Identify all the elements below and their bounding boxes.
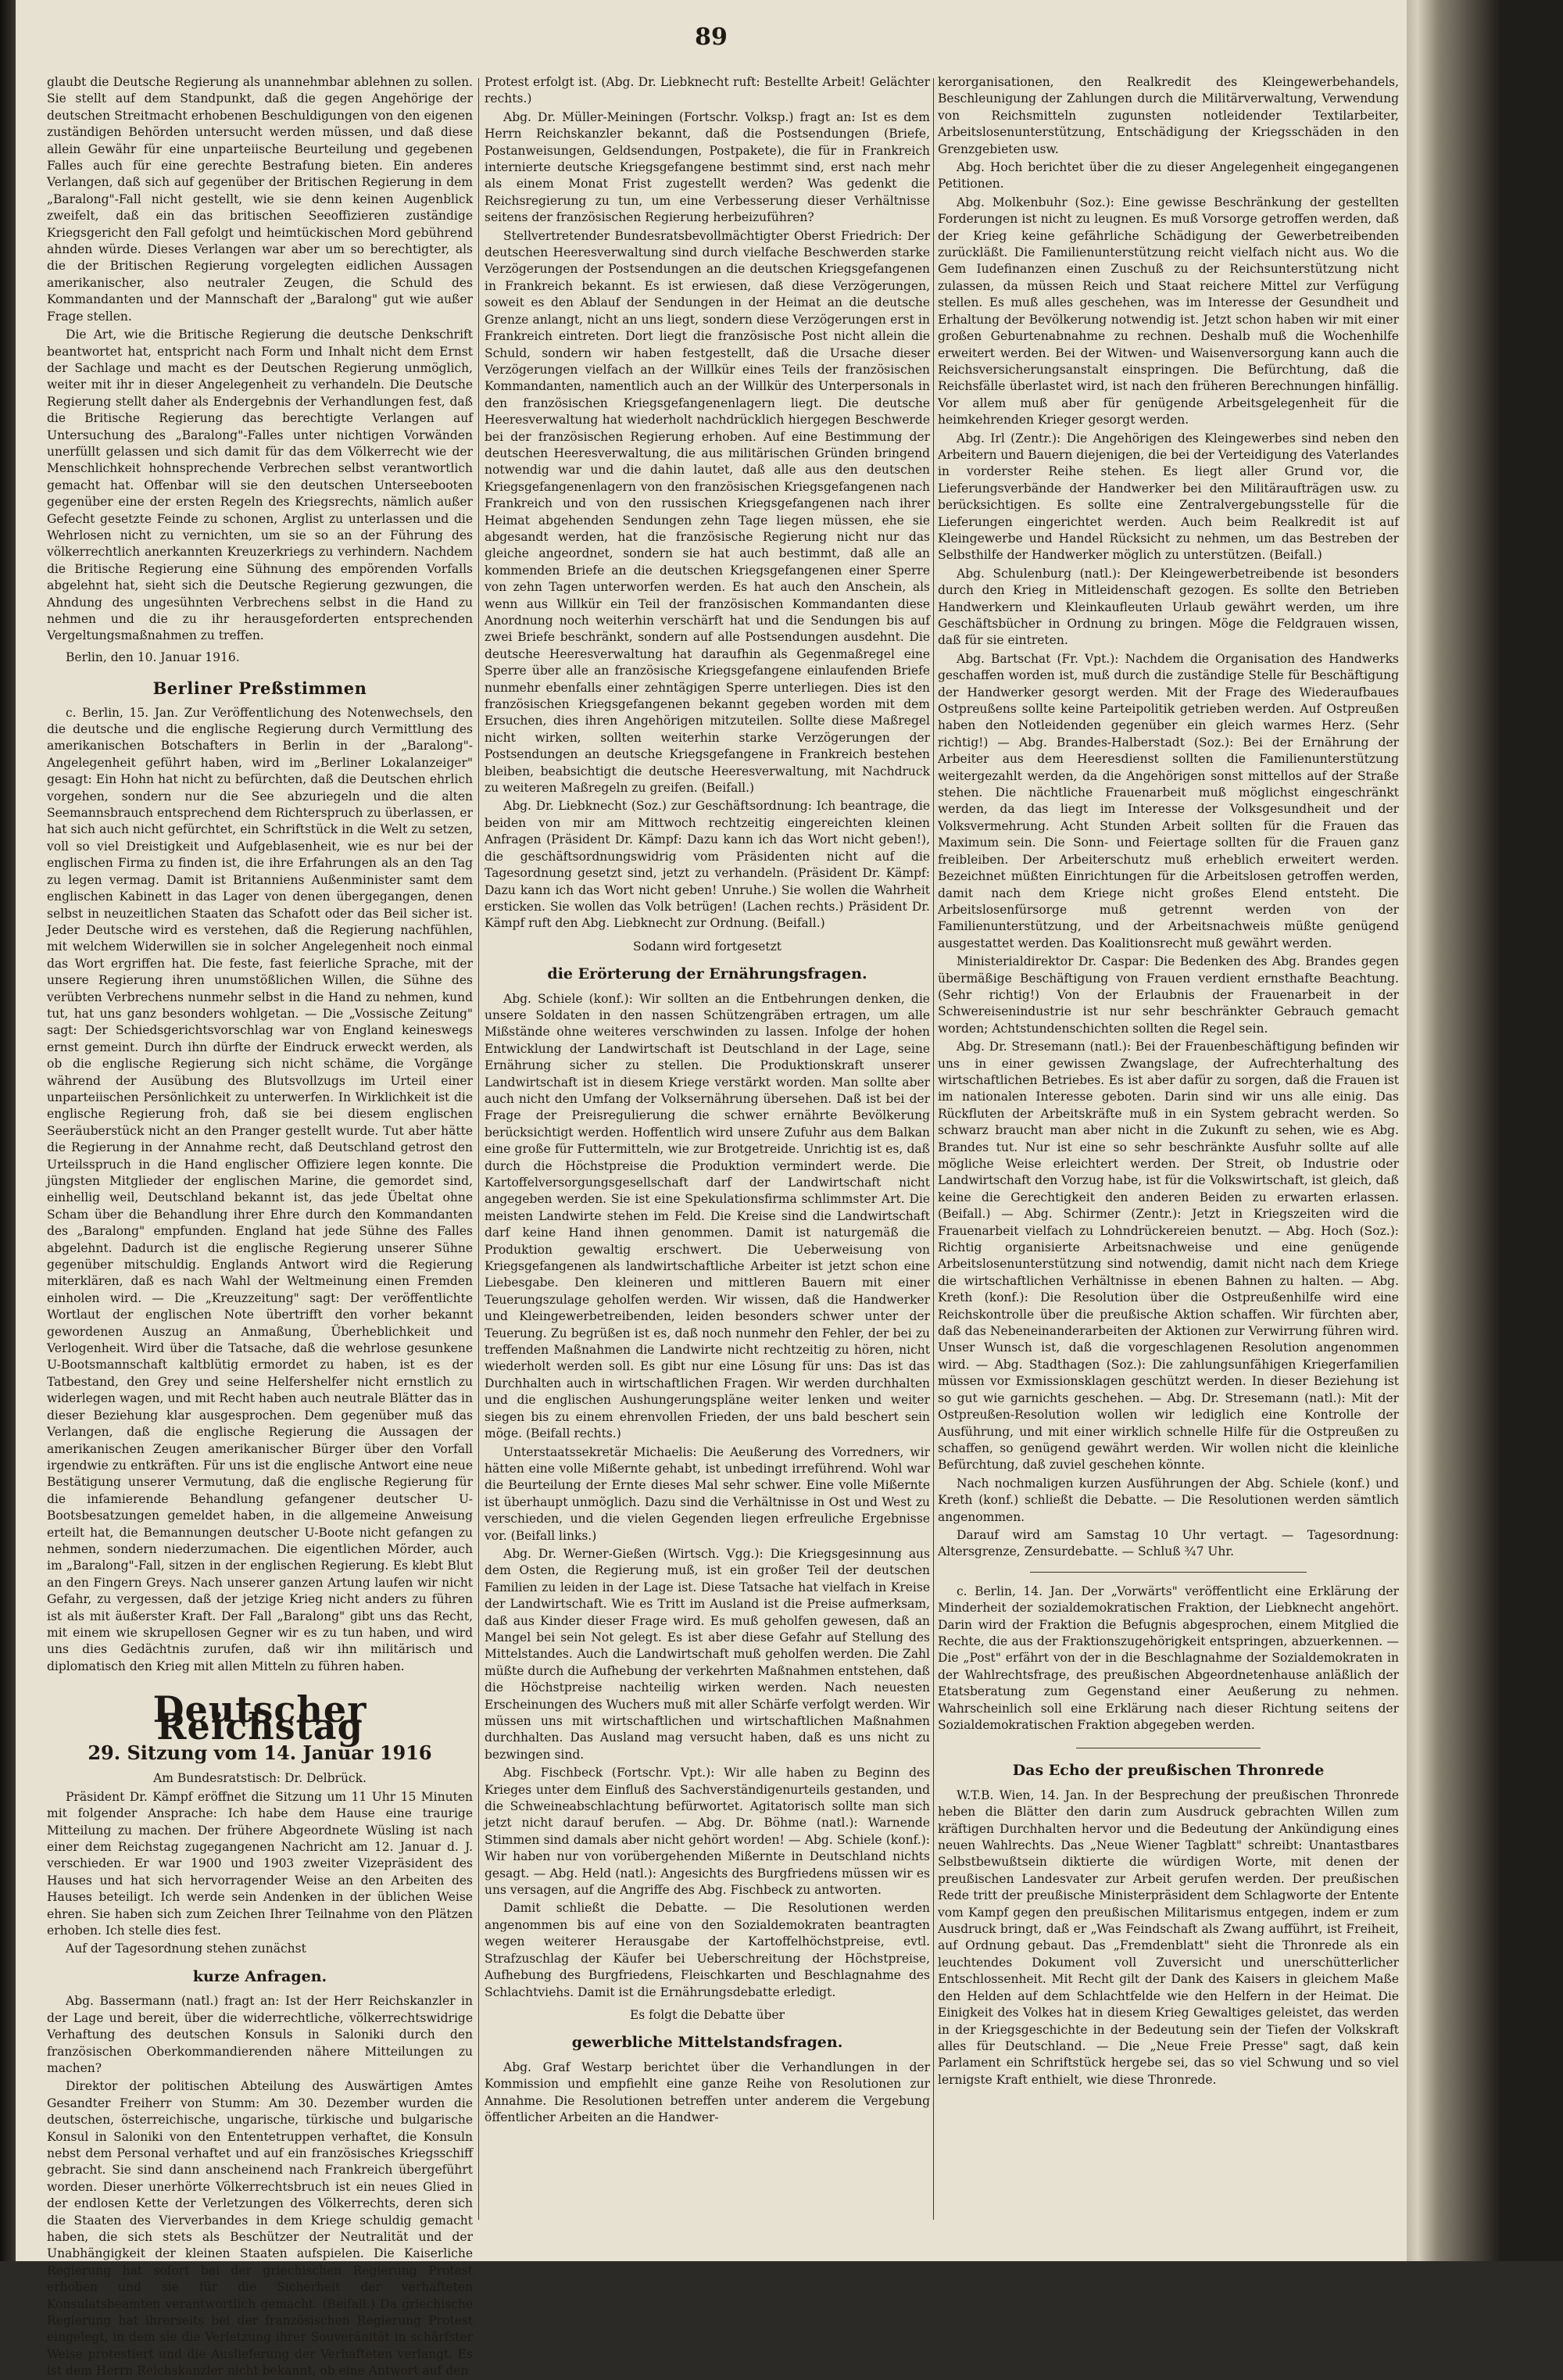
newspaper-page (16, 0, 1407, 2378)
section-heading-press: Berliner Preßstimmen (152, 678, 367, 699)
column-left (47, 74, 473, 2378)
article-paragraph: Abg. Graf Westarp berichtet über die Verhandlungen in der Kommission und empfiehlt eine ganze Reihe von Resolutionen zur Annahme. Die Resolutionen betreffen unter anderem die Vergebung öffentlicher Arbeiten an die Handwer- (485, 2060, 930, 2124)
column-middle (485, 74, 930, 2239)
article-divider (1030, 1572, 1307, 1573)
subheading-short-questions: kurze Anfragen. (192, 1967, 327, 1985)
article-paragraph: Abg. Dr. Stresemann (natl.): Bei der Frauenbeschäftigung befinden wir uns in einer gewissen Zwangslage, der Aufrechterhaltung des wirtschaftlichen Betriebes. Es ist aber dafür zu sorgen, daß die Frauen ist im nationalen Interesse geboten. Darin sind wir uns alle einig. Das Rückfluten der Arbeitskräfte muß in ein System gebracht werden. So schwarz braucht man aber nicht in die Zukunft zu sehen, wie es Abg. Brandes tut. Nur ist eine so sehr beschränkte Ausfuhr sollte auf alle mögliche Weise erleichtert werden. Der Streit, ob Industrie oder Landwirtschaft den Vorzug habe, ist für die Volkswirtschaft, ist gleich, daß keine die Gerechtigkeit den anderen Beiden zu erwarten erlassen. (Beifall.) — Abg. Schirmer (Zentr.): Jetzt in Kriegszeiten wird die Frauenarbeit vielfach zu Lohndrückereien benutzt. — Abg. Hoch (Soz.): Richtig organisierte Arbeitsnachweise und eine genügende Arbeitslosenunterstützung sind notwendig, damit nicht nach dem Kriege die wirtschaftlichen Verhältnisse in ebenen Bahnen zu halten. — Abg. Kreth (konf.): Die Resolution über die Ostpreußenhilfe wird eine Reichskontrolle über die preußische Aktion schaffen. Wir fürchten aber, daß das Nebeneinanderarbeiten der Aktionen zur Verwirrung führen wird. Unser Wunsch ist, daß die vorgeschlagenen Resolution angenommen wird. — Abg. Stadthagen (Soz.): Die zahlungsunfähigen Kriegerfamilien müssen vor Exmissionsklagen geschützt werden. In dieser Beziehung ist so gut wie garnichts geschehen. — Abg. Dr. Stresemann (natl.): Mit der Ostpreußen-Resolution wollen wir lediglich eine Kontrolle der Ausführung, und mit einer wirklich schnelle Hilfe für die Ostpreußen zu schaffen, so genügend gewährt werden. Wir wollen nicht die kleinliche Befürchtung, daß zuviel geschehen könnte. (938, 1040, 1399, 1473)
article-paragraph: Nach nochmaligen kurzen Ausführungen der Abg. Schiele (konf.) und Kreth (konf.) schließt die Debatte. — Die Resolutionen werden sämtlich angenommen. (938, 1476, 1399, 1524)
article-paragraph: Stellvertretender Bundesratsbevollmächtigter Oberst Friedrich: Der deutschen Heeresverwaltung sind durch vielfache Beschwerden starke Verzögerungen der Postsendungen an die deutschen Kriegsgefangenen in Frankreich bekannt. Es ist erwiesen, daß diese Verzögerungen, soweit es den Ablauf der Sendungen in der Heimat an die deutsche Grenze anlangt, nicht an uns liegt, sondern diese Verzögerungen erst in Frankreich eintreten. Dort liegt die französische Post nicht allein die Schuld, sondern wir haben festgestellt, daß die Ursache dieser Verzögerungen vielfach an der Willkür eines Teils der französischen Kommandanten, namentlich auch an der Willkür des Unterpersonals in den französischen Kriegsgefangenenlagern liegt. Die deutsche Heeresverwaltung hat wiederholt nachdrücklich hiergegen Beschwerde bei der französischen Regierung erhoben. Auf eine Bestimmung der deutschen Heeresverwaltung, die aus militärischen Gründen bringend notwendig war und die dahin lautet, daß alle aus den deutschen Kriegsgefangenenlagern von den französischen Kriegsgefangenen nach Frankreich und von den russischen Kriegsgefangenen nach ihrer Heimat abgehenden Sendungen zehn Tage liegen müssen, ehe sie abgesandt werden, hat die französische Regierung nicht nur das gleiche angeordnet, sondern sie hat auch bestimmt, daß alle an kommenden Briefe an die deutschen Kriegsgefangenen einer Sperre von zehn Tagen unterworfen werden. Es hat auch den Anschein, als wenn aus Willkür ein Teil der französischen Kommandanten diese Anordnung noch weiterhin verschärft hat und die Sendungen bis auf zwei Briefe beschränkt, sondern auf alle Postsendungen ausdehnt. Die deutsche Heeresverwaltung hat daraufhin als Gegenmaßregel eine Sperre über alle an französische Kriegsgefangene einlaufenden Briefe nunmehr ebenfalls einer zehntägigen Sperre unterliegen. Dies ist den französischen Kriegsgefangenen bekannt gegeben worden mit dem Ersuchen, dies ihren Angehörigen mitzuteilen. Sollte diese Maßregel nicht wirken, sollten weiterhin starke Verzögerungen der Postsendungen an deutsche Kriegsgefangene in Frankreich bestehen bleiben, beabsichtigt die deutsche Heeresverwaltung, mit Nachdruck zu weiteren Maßregeln zu greifen. (Beifall.) (485, 228, 930, 796)
column-rule (478, 78, 479, 2220)
article-paragraph: Die Art, wie die Britische Regierung die deutsche Denkschrift beantwortet hat, entspricht nach Form und Inhalt nicht dem Ernst der Sachlage und macht es der Deutschen Regierung unmöglich, weiter mit ihr in dieser Angelegenheit zu verhandeln. Die Deutsche Regierung stellt daher als Endergebnis der Verhandlungen fest, daß die Britische Regierung das berechtigte Verlangen auf Untersuchung des „Baralong"-Falles unter nichtigen Vorwänden unerfüllt gelassen und sich damit für das dem Völkerrecht wie der Menschlichkeit hohnsprechende Verbrechen selbst verantwortlich gemacht hat. Offenbar will sie den deutschen Unterseebooten gegenüber eine der ersten Regeln des Kriegsrechts, nämlich außer Gefecht gesetzte Feinde zu schonen, Arglist zu unterlassen und die Wehrlosen nicht zu vernichten, um sie so an der Führung des völkerrechtlich anerkannten Kreuzerkriegs zu verhindern. Nachdem die Britische Regierung eine Sühnung des empörenden Vorfalls abgelehnt hat, sieht sich die Deutsche Regierung gezwungen, die Ahndung des ungesühnten Verbrechens selbst in die Hand zu nehmen und die zu ihr herausgeforderten entsprechenden Vergeltungsmaßnahmen zu treffen. (47, 327, 473, 643)
article-paragraph: Abg. Schulenburg (natl.): Der Kleingewerbetreibende ist besonders durch den Krieg in Mitleidenschaft gezogen. Es sollte den Betrieben Handwerkern und Kleinkaufleuten Urlaub gewährt werden, um ihre Geschäftsbücher in Ordnung zu bringen. Möge die Feldgrauen wissen, daß für sie eintreten. (938, 566, 1399, 648)
article-paragraph: Abg. Dr. Werner-Gießen (Wirtsch. Vgg.): Die Kriegsgesinnung aus dem Osten, die Regierung muß, ist ein großer Teil der deutschen Familien zu leiden in der Lage ist. Diese Tatsache hat vielfach in Kreise der Landwirtschaft. Wie es Tritt im Ausland ist die Preise aufmerksam, daß aus Kinder dieser Frage wird. Es muß geholfen gewesen, daß an Mangel bei sein Not gelegt. Es ist aber diese Gefahr auf Stellung des Mittelstandes. Auch die Landwirtschaft muß geholfen werden. Die Zahl müßte durch die Aufhebung der verkehrten Maßnahmen entstehen, daß die Höchstpreise nachteilig wirken werden. Nach neuesten Erscheinungen des Wuchers muß mit aller Schärfe verfolgt werden. Wir müssen uns mit wirtschaftlichen und wirtschaftlichen Maßnahmen durchhalten. Das Ausland mag versucht haben, daß es uns nicht zu bezwingen sind. (485, 1546, 930, 1762)
dateline: Berlin, den 10. Januar 1916. (66, 650, 240, 664)
agenda-line: Es folgt die Debatte über (629, 2007, 785, 2022)
article-paragraph: Ministerialdirektor Dr. Caspar: Die Bedenken des Abg. Brandes gegen übermäßige Beschäftigung von Frauen verdient ernsthafte Beachtung. (Sehr richtig!) Von der Erlaubnis der Frauenarbeit in der Schwereisenindustrie ist nur sehr beschränkter Gebrauch gemacht worden; Achtstundenschichten sollten die Regel sein. (938, 954, 1399, 1036)
section-heading-echo: Das Echo der preußischen Thronrede (1012, 1762, 1325, 1780)
article-paragraph: kerorganisationen, den Realkredit des Kleingewerbehandels, Beschleunigung der Zahlungen durch die Militärverwaltung, Verwendung von Reichsmitteln zugunsten notleidender Textilarbeiter, Arbeitslosenunterstützung, Entschädigung der Kriegsschäden in den Grenzgebieten usw. (938, 75, 1399, 156)
article-paragraph: Abg. Hoch berichtet über die zu dieser Angelegenheit eingegangenen Petitionen. (938, 160, 1399, 191)
article-paragraph: c. Berlin, 14. Jan. Der „Vorwärts" veröffentlicht eine Erklärung der Minderheit der sozialdemokratischen Fraktion, der Liebknecht angehört. Darin wird der Fraktion die Befugnis abgesprochen, einem Mitglied die Rechte, die aus der Fraktionszugehörigkeit entspringen, abzuerkennen. — Die „Post" erfährt von der in die Beschlagnahme der Sozialdemokraten in der Wahlrechtsfrage, des preußischen Abgeordnetenhause anläßlich der Etatsberatung zum Gegenstand einer Aeußerung zu nehmen. Wahrscheinlich soll eine Erklärung nach dieser Richtung seitens der Sozialdemokratischen Fraktion abgegeben werden. (938, 1584, 1399, 1732)
subheading-food: die Erörterung der Ernährungsfragen. (547, 965, 867, 983)
article-paragraph: Abg. Fischbeck (Fortschr. Vpt.): Wir alle haben zu Beginn des Krieges unter dem Einfluß des Sachverständigenurteils gestanden, und die Schweineabschlachtung befürwortet. Agitatorisch sollte man sich jetzt nicht darauf berufen. — Abg. Dr. Böhme (natl.): Warnende Stimmen sind damals aber nicht gehört worden! — Abg. Schiele (konf.): Wir haben nur von vorübergehenden Mißernte in Deutschland nichts gesagt. — Abg. Held (natl.): Angesichts des Burgfriedens müssen wir es uns versagen, auf die Angriffe des Abg. Fischbeck zu antworten. (485, 1766, 930, 1898)
article-paragraph: Abg. Molkenbuhr (Soz.): Eine gewisse Beschränkung der gestellten Forderungen ist nicht zu leugnen. Es muß Vorsorge getroffen werden, daß der Krieg keine gefährliche Schädigung der Gewerbetreibenden zurückläßt. Die Familienunterstützung reicht vielfach nicht aus. Wo die Gem Iudefinanzen einen Zuschuß zu der Reichsunterstützung nicht zulassen, da müssen Reich und Staat reichere Mittel zur Verfügung stellen. Es muß alles geschehen, was im Interesse der Gesundheit und Erhaltung der Bevölkerung notwendig ist. Jetzt schon haben wir mit einer großen Geburtenabnahme zu rechnen. Deshalb muß die Wochenhilfe erweitert werden. Bei der Witwen- und Waisenversorgung kann auch die Reichsversicherungsanstalt einspringen. Die Befürchtung, daß die Reichsfälle überlastet wird, ist nach den früheren Berechnungen hinfällig. Vor allem muß aber für genügende Arbeitsgelegenheit für die heimkehrenden Krieger gesorgt werden. (938, 195, 1399, 428)
article-paragraph: Abg. Bassermann (natl.) fragt an: Ist der Herr Reichskanzler in der Lage und bereit, über die widerrechtliche, völkerrechtswidrige Verhaftung des deutschen Konsuls in Saloniki durch den französischen Oberkommandierenden nähere Mitteilungen zu machen? (47, 1994, 473, 2075)
article-paragraph: Unterstaatssekretär Michaelis: Die Aeußerung des Vorredners, wir hätten eine volle Mißernte gehabt, ist unbedingt irreführend. Wohl war die Beurteilung der Ernte dieses Mal sehr schwer. Eine volle Mißernte ist überhaupt unmöglich. Dazu sind die Verhältnisse in Ost und West zu verschieden, und die vielen Gegenden liegen erfreuliche Ergebnisse vor. (Beifall links.) (485, 1444, 930, 1543)
page-edge (1407, 0, 1563, 2261)
sitting-heading: 29. Sitzung vom 14. Januar 1916 (88, 1741, 432, 1764)
article-paragraph: Auf der Tagesordnung stehen zunächst (66, 1942, 306, 1956)
article-paragraph: W.T.B. Wien, 14. Jan. In der Besprechung der preußischen Thronrede heben die Blätter den darin zum Ausdruck gebrachten Willen zum kräftigen Durchhalten hervor und die Bedeutung der Ankündigung eines neuen Wahlrechts. Das „Neue Wiener Tagblatt" schreibt: Unantastbares Selbstbewußtsein diktierte die würdigen Worte, mit denen der preußischen Landesvater zur Arbeit gerufen werden. Der preußischen Rede tritt der preußische Ministerpräsident dem Schlagworte der Entente vom Kampf gegen den preußischen Militarismus entgegen, indem er zum Ausdruck bringt, daß er „Was Feindschaft als Zwang aufführt, ist Freiheit, auf Ordnung gebaut. Das „Fremdenblatt" sieht die Thronrede als ein leuchtendes Dokument voll Zuversicht und unerschütterlicher Entschlossenheit. Mit Recht gilt der Dank des Kaisers in gleichem Maße den Helden auf dem Schlachtfelde wie den Helfern in der Heimat. Die Einigkeit des Volkes hat in diesem Krieg Gewaltiges geleistet, das werden in der Kriegsgeschichte in der Bedeutung sein der Tiefen der Volkskraft alles für Deutschland. — Die „Neue Freie Presse" sagt, daß kein Parlament ein Schriftstück hergebe sei, das so viel Schwung und so viel lernigste Kraft enthielt, wie diese Thronrede. (938, 1788, 1399, 2087)
article-paragraph: Darauf wird am Samstag 10 Uhr vertagt. — Tagesordnung: Altersgrenze, Zensurdebatte. — Schluß ¾7 Uhr. (938, 1527, 1399, 1559)
subheading-mittelstand: gewerbliche Mittelstandsfragen. (571, 2034, 843, 2052)
book-binding (0, 0, 16, 2261)
column-rule (933, 78, 934, 2220)
article-paragraph: glaubt die Deutsche Regierung als unannehmbar ablehnen zu sollen. Sie stellt auf dem Standpunkt, daß die gegen Angehörige der deutschen Streitmacht erhobenen Beschuldigungen von den eigenen zuständigen Behörden untersucht werden müssen, und daß diese allein Gewähr für eine unparteiische Beurteilung und gegebenen Falles auch für eine gerechte Bestrafung bieten. Ein anderes Verlangen, daß sich auf gegenüber der Britischen Regierung in dem „Baralong"-Fall nicht gestellt, wie sie denn keinen Augenblick zweifelt, daß ein das britischen Seeoffizieren zuständige Kriegsgericht den Fall gefolgt und heimtückischen Mord gebührend ahnden würde. Dieses Verlangen war aber um so berechtigter, als die der Britischen Regierung vorgelegten eidlichen Aussagen amerikanischer, also neutraler Zeugen, die Schuld des Kommandanten und der Mannschaft der „Baralong" gut wie außer Frage stellen. (47, 75, 473, 324)
section-heading-reichstag: Deutscher Reichstag (152, 1688, 367, 1748)
article-paragraph: c. Berlin, 15. Jan. Zur Veröffentlichung des Notenwechsels, den die deutsche und die englische Regierung durch Vermittlung des amerikanischen Botschafters in Berlin in der „Baralong"-Angelegenheit geführt haben, wird im „Berliner Lokalanzeiger" gesagt: Ein Hohn hat nicht zu befürchten, daß die Deutschen ehrlich vorgehen, sondern nur die See abzuriegeln und die alten Seemannsbrauch entsprechend dem Richterspruch zu überlassen, er hat sich auch nicht gefürchtet, ein Schriftstück in die Welt zu setzen, voll so viel Dreistigkeit und Aufgeblasenheit, wie es nur bei der englischen Firma zu finden ist, die ihre Erfahrungen als an den Tag zu legen vermag. Damit ist Britanniens Außenminister samt dem englischen Kabinett in das Lager von denen übergegangen, denen selbst in neuzeitlichen Staaten das Schafott oder das Beil sicher ist. Jeder Deutsche wird es verstehen, daß die Regierung nachfühlen, mit welchem Widerwillen sie in solcher Angelegenheit noch einmal das Wort ergriffen hat. Die feste, fast feierliche Sprache, mit der unsere Regierung ihren unumstößlichen Willen, die Sühne des verübten Verbrechens nunmehr selbst in die Hand zu nehmen, kund tut, hat uns ganz besonders wohlgetan. — Die „Vossische Zeitung" sagt: Der Schiedsgerichtsvorschlag war von England keineswegs ernst gemeint. Durch ihn dürfte der Eindruck erweckt werden, als ob die englische Regierung sich nicht schäme, die Vorgänge während der Ausübung des Blutsvollzugs im Urteil einer unparteiischen Persönlichkeit zu unterwerfen. In Wirklichkeit ist die englische Regierung froh, daß sie bei diesem englischen Seeräuberstück nicht an den Pranger gestellt wurde. Tut aber hätte die Regierung in der Annahme recht, daß Deutschland getrost den Urteilsspruch in die Hand englischer Offiziere legen konnte. Die jüngsten Mitglieder der englischen Marine, die gemordet sind, einhellig weil, Deutschland bekannt ist, das jede Übeltat ohne Scham über die Behandlung ihrer Ehre durch den Kommandanten des „Baralong" empfunden. England hat jede Sühne des Falles abgelehnt. Dadurch ist die englische Regierung unserer Sühne gegenüber mitschuldig. Englands Antwort wird die Regierung miterklären, daß es nach Wahl der Weltmeinung einen Fremden einholen wird. — Die „Kreuzzeitung" sagt: Der veröffentlichte Wortlaut der englischen Note übertrifft den vorher bekannt gewordenen Auszug an Anmaßung, Überheblichkeit und Verlogenheit. Wird über die Tatsache, daß die wehrlose gesunkene U-Bootsmannschaft kaltblütig ermordet zu haben, ist es der Tatbestand, den Grey und seine Helfershelfer nicht ernstlich zu widerlegen wagen, und mit Recht haben auch neutrale Blätter das in dieser Beziehung klar ausgesprochen. Dem gegenüber muß das Verlangen, daß die englische Regierung die Aussagen der amerikanischen Zeugen amerikanischer Bürger über den Vorfall irgendwie zu entkräften. Für uns ist die englische Antwort eine neue Bestätigung unserer Vermutung, daß die englische Regierung für die infamierende Behandlung gefangener deutscher U-Bootsbesatzungen gemeldet haben, in die allgemeine Anweisung erteilt hat, die Bemannungen deutscher U-Boote nicht gefangen zu nehmen, sondern niederzumachen. Die eigentlichen Mörder, auch im „Baralong"-Fall, sitzen in der englischen Regierung. Es klebt Blut an den Fingern Greys. Nach unserer ganzen Artung laufen wir nicht Gefahr, zu vergessen, daß der jetzige Krieg nicht anders zu führen ist als mit äußerster Kraft. Der Fall „Baralong" gibt uns das Recht, mit einem wie skrupellosen Gegner wir es zu tun haben, und wird uns dies Gedächtnis zurufen, daß wir ihn militärisch und diplomatisch den Krieg mit allen Mitteln zu führen haben. (47, 705, 473, 1673)
page-number: 89 (695, 23, 728, 51)
article-paragraph: Abg. Irl (Zentr.): Die Angehörigen des Kleingewerbes sind neben den Arbeitern und Bauern diejenigen, die bei der Verteidigung des Vaterlandes in vorderster Reihe stehen. Es liegt aller Grund vor, die Lieferungsverbände der Handwerker bei den Militäraufträgen usw. zu berücksichtigen. Es sollte eine Zentralvergebungsstelle für die Lieferungen eingerichtet werden. Auch beim Realkredit ist auf Kleingewerbe und Handel Rücksicht zu nehmen, um das Bestreben der Selbsthilfe der Handwerker möglich zu unterstützen. (Beifall.) (938, 431, 1399, 563)
column-right (938, 74, 1399, 2239)
article-paragraph: Damit schließt die Debatte. — Die Resolutionen werden angenommen bis auf eine von den Sozialdemokraten beantragten wegen weiterer Herausgabe der Kartoffelhöchstpreise, evtl. Strafzuschlag der Käufer bei Ueberschreitung der Höchstpreise, Aufhebung des Burgfriedens, Fleischkarten und Beschlagnahme des Schlachtviehs. Damit ist die Ernährungsdebatte erledigt. (485, 1901, 930, 1999)
agenda-line: Sodann wird fortgesetzt (632, 939, 782, 954)
article-paragraph: Abg. Schiele (konf.): Wir sollten an die Entbehrungen denken, die unsere Soldaten in den nassen Schützengräben ertragen, um alle Mißstände ohne weiteres verschwinden zu lassen. Infolge der hohen Entwicklung der Landwirtschaft ist Deutschland in der Lage, seine Ernährung sicher zu stellen. Die Produktionskraft unserer Landwirtschaft ist in diesem Kriege verstärkt worden. Man sollte aber auch nicht den Umfang der Volksernährung übersehen. Daß ist bei der Frage der Preisregulierung die schwer ernährte Bevölkerung berücksichtigt werden. Hoffentlich wird unsere Zufuhr aus dem Balkan eine große für Futtermitteln, wie zur Brotgetreide. Unrichtig ist es, daß durch die Höchstpreise die Produktion vermindert werde. Die Kartoffelversorgungsgesellschaft darf der Landwirtschaft nicht angegeben werden. Sie ist eine Spekulationsfirma schlimmster Art. Die meisten Landwirte stehen im Feld. Die Kreise sind die Landwirtschaft darf keine Hand ihnen genommen. Damit ist naturgemäß die Produktion gewaltig erschwert. Die Ueberweisung von Kriegsgefangenen als landwirtschaftliche Arbeiter ist jetzt schon eine Liebesgabe. Den kleineren und mittleren Bauern mit einer Teuerungszulage geholfen werden. Wir wissen, daß die Handwerker und Kleingewerbetreibenden, leiden besonders schwer unter der Teuerung. Zu begrüßen ist es, daß noch nunmehr den Fehler, der bei zu treffenden Maßnahmen die Landwirte nicht rechtzeitig zu hören, nicht wiederholt werden soll. Es gibt nur eine Lösung für uns: Das ist das Durchhalten auch in wirtschaftlichen Fragen. Wir werden durchhalten und die englischen Aushungerungspläne weiter lenken und weiter siegen bis zu einem ehrenvollen Frieden, der uns bald beschert sein möge. (Beifall rechts.) (485, 991, 930, 1441)
article-paragraph: Abg. Dr. Müller-Meiningen (Fortschr. Volksp.) fragt an: Ist es dem Herrn Reichskanzler bekannt, daß die Postsendungen (Briefe, Postanweisungen, Geldsendungen, Postpakete), die für in Frankreich internierte deutsche Kriegsgefangene bestimmt sind, erst nach mehr als einem Monat Frist zugestellt werden? Was gedenkt die Reichsregierung zu tun, um eine Verbesserung dieser Verhältnisse seitens der französischen Regierung herbeizuführen? (485, 109, 930, 225)
bundesrat-line: Am Bundesratstisch: Dr. Delbrück. (153, 1771, 367, 1786)
article-paragraph: Abg. Dr. Liebknecht (Soz.) zur Geschäftsordnung: Ich beantrage, die beiden von mir am Mittwoch rechtzeitig eingereichten kleinen Anfragen (Präsident Dr. Kämpf: Dazu kann ich das Wort nicht geben!), die geschäftsordnungswidrig vom Präsidenten nicht auf die Tagesordnung gesetzt sind, jetzt zu verhandeln. (Präsident Dr. Kämpf: Dazu kann ich das Wort nicht geben! Unruhe.) Sie wollen die Wahrheit ersticken. Sie wollen das Volk betrügen! (Lachen rechts.) Präsident Dr. Kämpf ruft den Abg. Liebknecht zur Ordnung. (Beifall.) (485, 799, 930, 931)
article-paragraph: Direktor der politischen Abteilung des Auswärtigen Amtes Gesandter Freiherr von Stumm: Am 30. Dezember wurden die deutschen, österreichische, ungarische, türkische und bulgarische Konsul in Saloniki von den Ententetruppen verhaftet, die Konsuln nebst dem Personal verhaftet und auf ein französisches Kriegsschiff gebracht. Sie sind dann anscheinend nach Frankreich übergeführt worden. Dieser unerhörte Völkerrechtsbruch ist ein neues Glied in der endlosen Kette der Verletzungen des Völkerrechts, deren sich die Staaten des Vierverbandes in dem Kriege schuldig gemacht haben, die sich stets als Beschützer der Neutralität und der Unabhängigkeit der kleinen Staaten aufspielen. Die Kaiserliche Regierung hat sofort bei der griechischen Regierung Protest erhoben und sie für die Sicherheit der verhafteten Konsulatsbeamten verantwortlich gemacht. (Beifall.) Da griechische Regierung hat ihrerseits bei der französischen Regierung Protest eingelegt, in dem sie die Verletzung ihrer Souveränität in schärfster Weise protestiert und die Auslieferung der Verhafteten verlangt. Es ist dem Herrn Reichskanzler nicht bekannt, ob eine Antwort auf den (47, 2079, 473, 2378)
article-paragraph: Abg. Bartschat (Fr. Vpt.): Nachdem die Organisation des Handwerks geschaffen worden ist, muß durch die zuständige Stelle für Beschäftigung der Handwerker gesorgt werden. Mit der Frage des Wiederaufbaues Ostpreußens sollte keine Parteipolitik getrieben werden. Auf Ostpreußen haben den Notleidenden gegenüber ein gleich warmes Herz. (Sehr richtig!) — Abg. Brandes-Halberstadt (Soz.): Bei der Ernährung der Arbeiter aus dem Heeresdienst sollten die Familienunterstützung weitergezahlt werden, da die Angehörigen sonst mittellos auf der Straße stehen. Die nächtliche Frauenarbeit muß möglichst eingeschränkt werden, da das liegt im Interesse der Volksgesundheit und der Volksvermehrung. Acht Stunden Arbeit sollten für die Frauen das Maximum sein. Die Sonn- und Feiertage sollten für die Frauen ganz freibleiben. Der Arbeiterschutz muß erheblich erweitert werden. Bezeichnet müßten Einrichtungen für die Arbeitslosen getroffen werden, damit nach dem Kriege nicht großes Elend entsteht. Die Arbeitslosenfürsorge muß getrennt werden von der Familienunterstützung, und der Arbeitsnachweis müßte genügend ausgestattet werden. Das Koalitionsrecht muß gewährt werden. (938, 651, 1399, 950)
article-paragraph: Protest erfolgt ist. (Abg. Dr. Liebknecht ruft: Bestellte Arbeit! Gelächter rechts.) (485, 75, 930, 106)
article-paragraph: Präsident Dr. Kämpf eröffnet die Sitzung um 11 Uhr 15 Minuten mit folgender Ansprache: Ich habe dem Hause eine traurige Mitteilung zu machen. Der frühere Abgeordnete Wüsling ist nach einer dem Reichstag zugegangenen Nachricht am 12. Januar d. J. verschieden. Er war 1900 und 1903 zweiter Vizepräsident des Hauses und hat sich hervorragender Weise an den Arbeiten des Hauses beteiligt. Ich werde sein Andenken in der üblichen Weise ehren. Sie haben sich zum Zeichen Ihrer Teilnahme von den Plätzen erhoben. Ich stelle dies fest. (47, 1789, 473, 1938)
